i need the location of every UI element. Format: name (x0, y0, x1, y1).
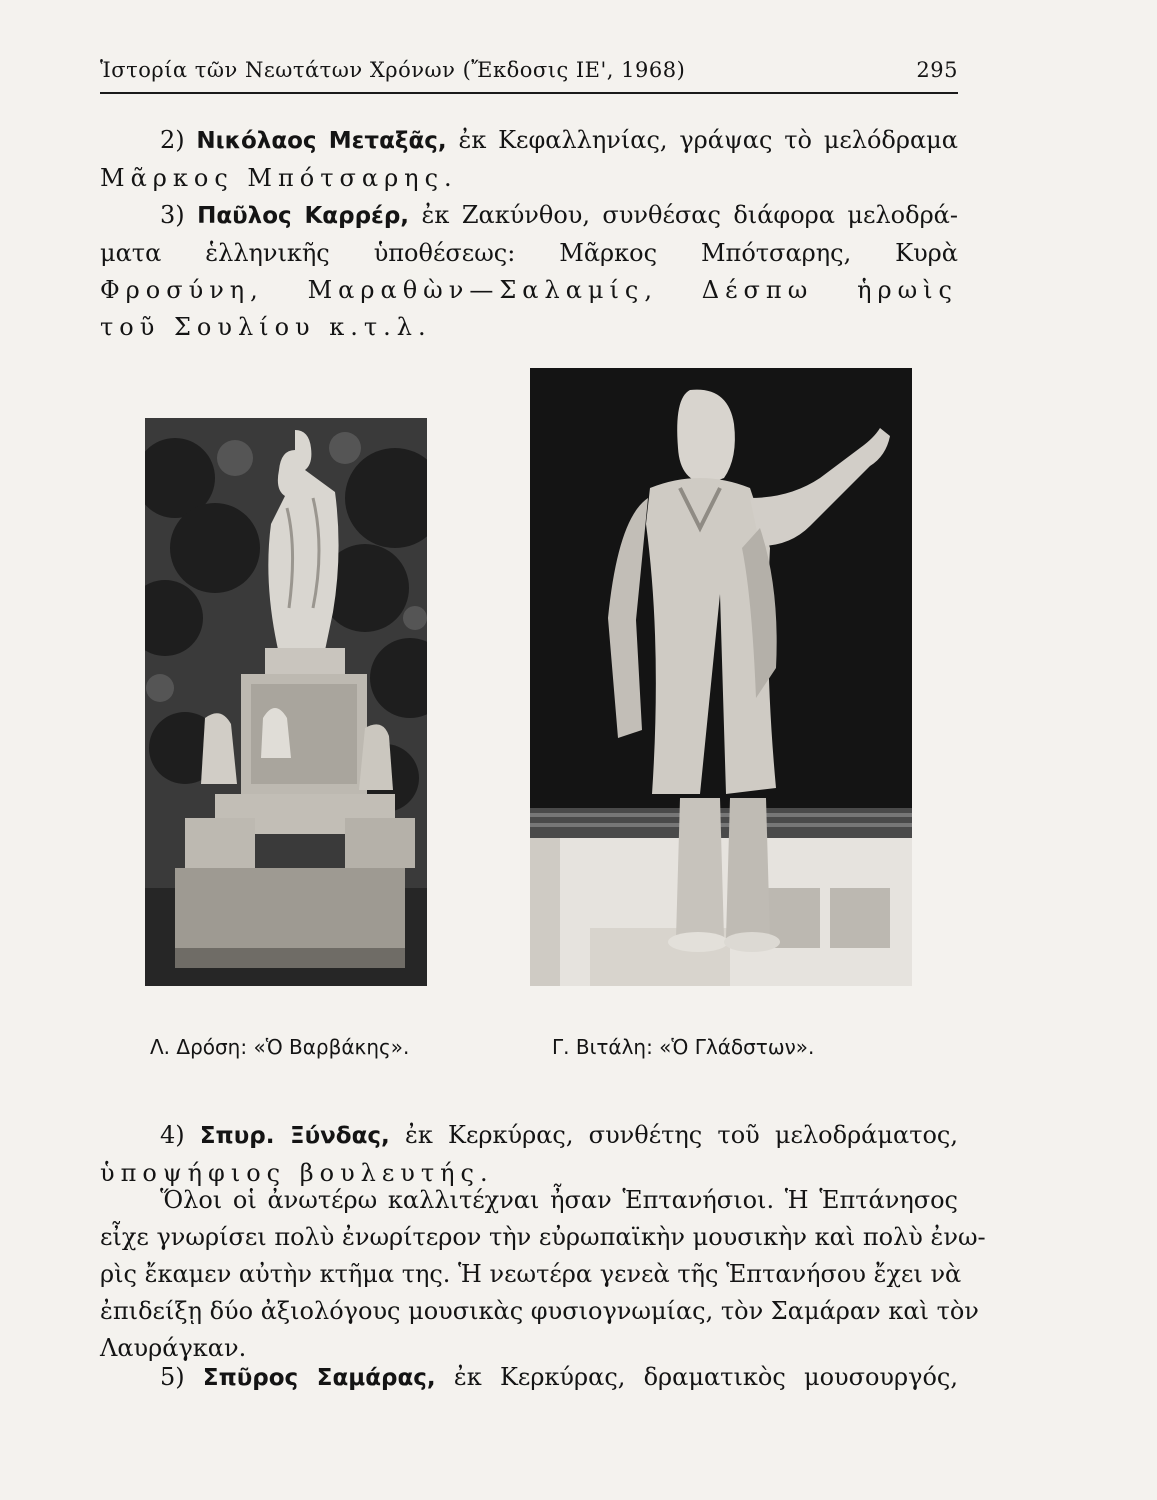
entry-text: ἐκ Κερκύρας, δραματικὸς μουσουργός, (453, 1363, 958, 1391)
heptanese-paragraph (100, 1182, 986, 1367)
composer-name: Σπυρ. Ξύνδας, (199, 1123, 390, 1149)
header-title: Ἱστορία τῶν Νεωτάτων Χρόνων (Ἔκδοσις ΙΕ', 1968) (100, 58, 686, 82)
entry-line: τοῦ Σουλίου κ.τ.λ. (100, 313, 432, 341)
entry-line (100, 122, 958, 160)
paragraph-line: εἶχε γνωρίσει πολὺ ἐνωρίτερον τὴν εὐρωπαϊκὴν μουσικὴν καὶ πολὺ ἐνω- (100, 1223, 986, 1251)
entry-line: Μᾶρκος Μπότσαρης. (100, 164, 458, 192)
photo-gladstone-statue (530, 368, 912, 986)
entry-samaras (100, 1359, 958, 1397)
photo-varvakis-statue (145, 418, 427, 986)
paragraph-line: ρὶς ἔκαμεν αὐτὴν κτῆμα της. Ἡ νεωτέρα γενεὰ τῆς Ἑπτανήσου ἔχει νὰ (100, 1260, 962, 1288)
running-header (100, 56, 958, 94)
entry-line: ματα ἑλληνικῆς ὑποθέσεως: Μᾶρκος Μπότσαρης, Κυρὰ (100, 239, 958, 267)
entry-text: ἐκ Ζακύνθου, συνθέσας διάφορα μελοδρά- (421, 201, 958, 229)
entry-number: 5) (160, 1363, 185, 1391)
caption-left: Λ. Δρόση: «Ὁ Βαρβάκης». (150, 1035, 410, 1059)
entry-line: ὑποψήφιος βουλευτής. (100, 1159, 494, 1187)
composer-name: Παῦλος Καρρέρ, (197, 203, 410, 229)
entry-line: Φροσύνη, Μαραθὼν—Σαλαμίς, Δέσπω ἡρωὶς (100, 276, 958, 304)
entry-line (100, 1359, 958, 1397)
entry-metaxas (100, 122, 958, 197)
caption-right: Γ. Βιτάλη: «Ὁ Γλάδστων». (552, 1035, 815, 1059)
gladstone-statue-illustration (530, 368, 912, 986)
paragraph-line: Λαυράγκαν. (100, 1334, 247, 1362)
paragraph-line: ἐπιδείξῃ δύο ἀξιολόγους μουσικὰς φυσιογνωμίας, τὸν Σαμάραν καὶ τὸν (100, 1297, 979, 1325)
composer-name: Νικόλαος Μεταξᾶς, (196, 128, 447, 154)
entry-xyndas (100, 1117, 958, 1192)
page-number: 295 (916, 58, 958, 82)
entry-text: ἐκ Κεφαλληνίας, γράψας τὸ μελόδραμα (458, 126, 958, 154)
entry-line (100, 1117, 958, 1155)
entry-number: 4) (160, 1121, 185, 1149)
entry-line (100, 197, 958, 235)
entry-number: 3) (160, 201, 185, 229)
entry-carrer (100, 197, 958, 346)
paragraph-line: Ὅλοι οἱ ἀνωτέρω καλλιτέχναι ἦσαν Ἑπτανήσιοι. Ἡ Ἑπτάνησος (160, 1186, 958, 1214)
entry-text: ἐκ Κερκύρας, συνθέτης τοῦ μελοδράματος, (404, 1121, 958, 1149)
composer-name: Σπῦρος Σαμάρας, (202, 1365, 436, 1391)
varvakis-statue-illustration (145, 418, 427, 986)
entry-number: 2) (160, 126, 185, 154)
